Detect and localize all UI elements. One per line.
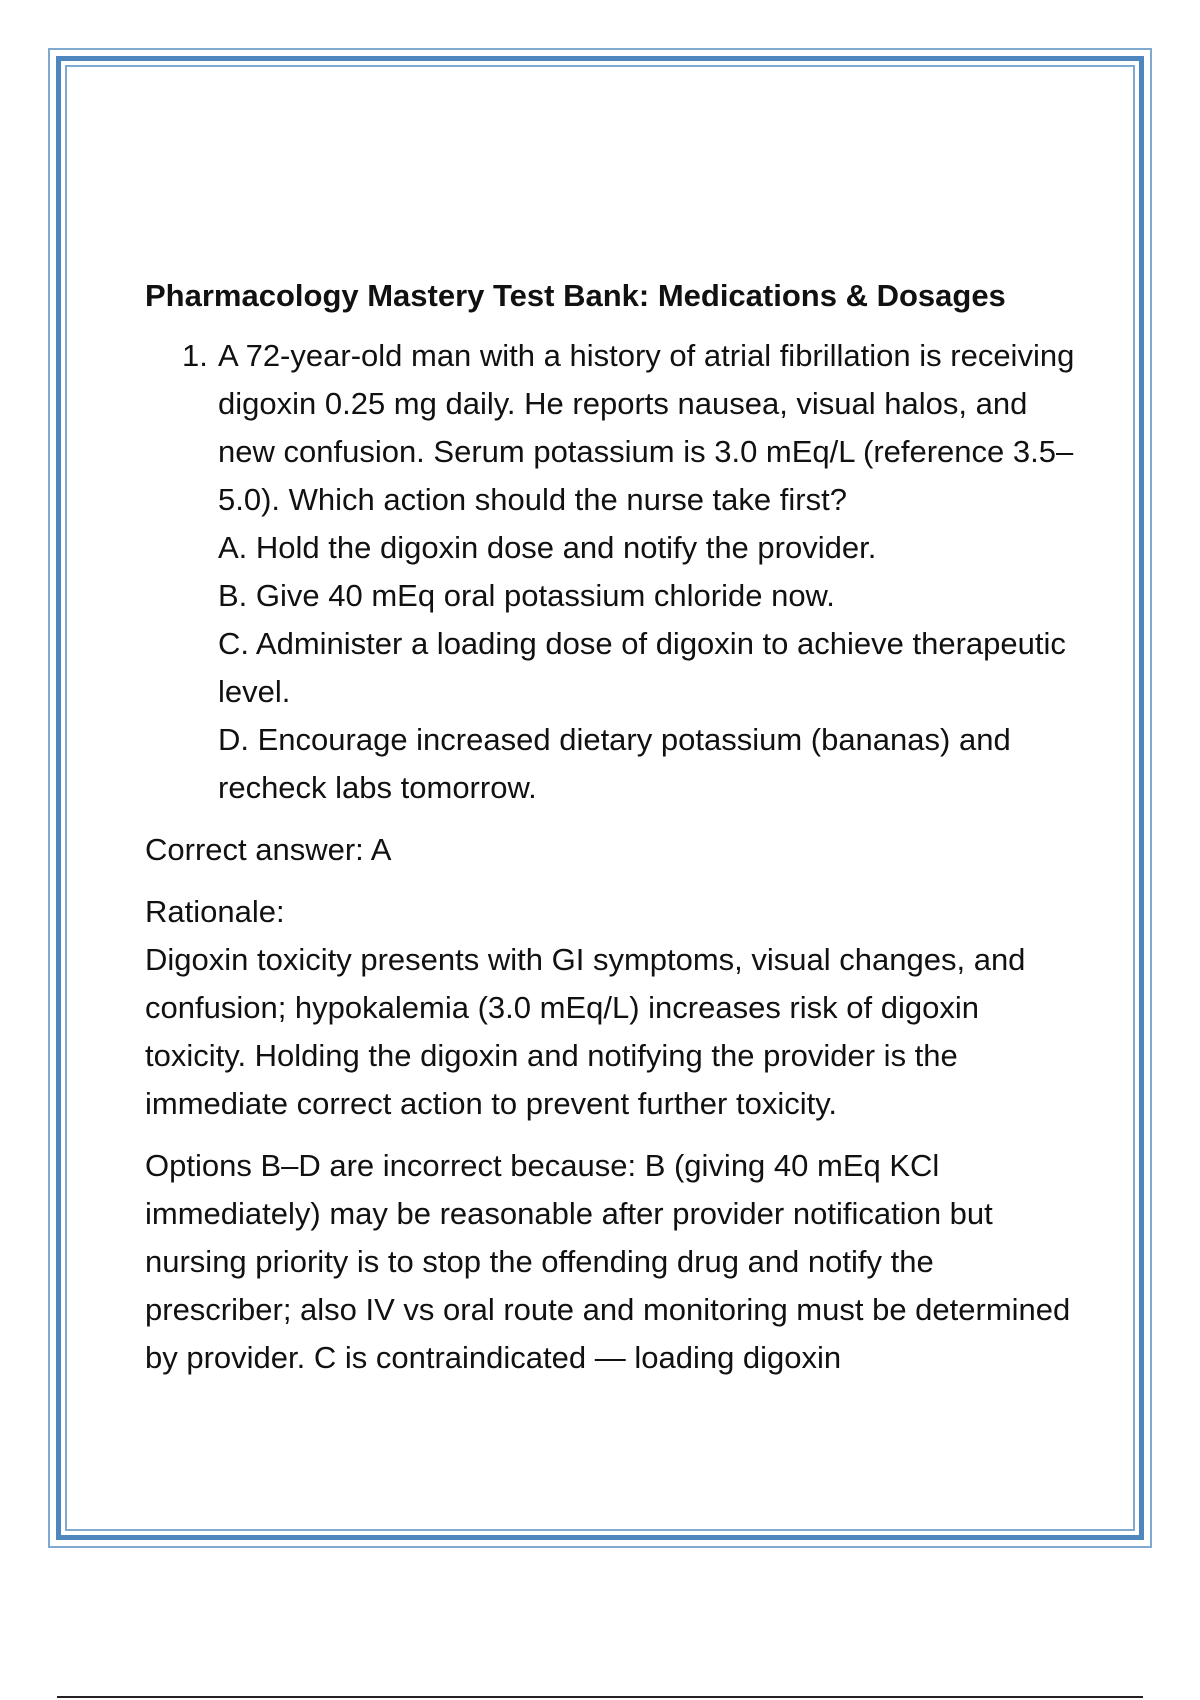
rationale-label: Rationale: — [145, 894, 285, 929]
incorrect-options-explanation: Options B–D are incorrect because: B (giving 40 mEq KCl immediately) may be reasonable after provider notification but nursing priority is to stop the offending drug and notify the prescriber; also IV vs oral route and monitoring must be determined by provider. C is contraindicated — loading digoxin — [145, 1148, 1071, 1375]
document-title: Pharmacology Mastery Test Bank: Medications & Dosages — [145, 278, 1006, 313]
document-body — [145, 272, 1085, 1382]
question-number: 1. — [182, 338, 208, 373]
footer-rule — [57, 1696, 1143, 1698]
question-stem: A 72-year-old man with a history of atrial fibrillation is receiving digoxin 0.25 mg daily. He reports nausea, visual halos, and new confusion. Serum potassium is 3.0 mEq/L (reference 3.5–5.0). Which action should the nurse take first? — [218, 338, 1075, 517]
question-item — [145, 332, 1085, 812]
option-b: B. Give 40 mEq oral potassium chloride now. — [218, 578, 835, 613]
correct-answer: Correct answer: A — [145, 832, 392, 867]
option-d: D. Encourage increased dietary potassium (bananas) and recheck labs tomorrow. — [218, 722, 1011, 805]
option-c: C. Administer a loading dose of digoxin to achieve therapeutic level. — [218, 626, 1066, 709]
option-a: A. Hold the digoxin dose and notify the provider. — [218, 530, 877, 565]
rationale-text: Digoxin toxicity presents with GI symptoms, visual changes, and confusion; hypokalemia (3.0 mEq/L) increases risk of digoxin toxicity. Holding the digoxin and notifying the provider is the immediate correct action to prevent further toxicity. — [145, 942, 1026, 1121]
